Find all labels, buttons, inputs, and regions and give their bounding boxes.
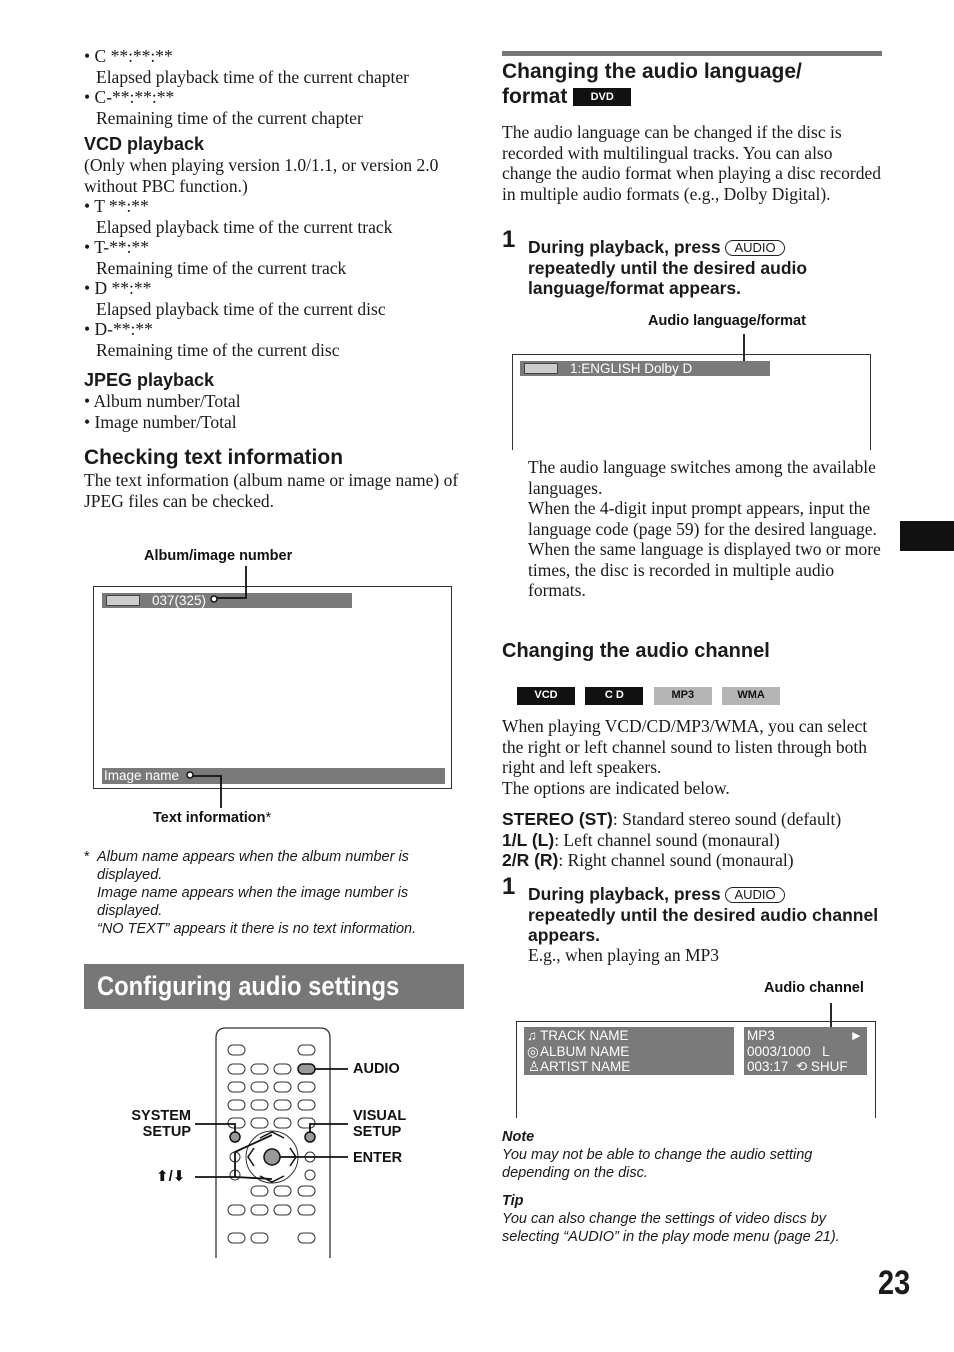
shuffle-icon: ⟲: [795, 1059, 808, 1074]
track-info-panel: [524, 1027, 734, 1075]
list-item: • T-**:**: [84, 237, 149, 257]
list-item-desc: Remaining time of the current track: [96, 257, 347, 278]
channel-value: L: [822, 1043, 830, 1059]
footnote: * Album name appears when the album number is displayed. Image name appears when the image number is displayed. “NO TEXT” appears it there is no text information.: [84, 849, 417, 937]
audio-language-format-label: Audio language/format: [648, 313, 806, 329]
option-stereo: STEREO (ST): Standard stereo sound (default): [502, 809, 842, 829]
text-info-heading: Checking text information: [84, 446, 344, 469]
list-item: • D **:**: [84, 278, 152, 298]
vcd-note: (Only when playing version 1.0/1.1, or version 2.0 without PBC function.): [84, 155, 439, 196]
step-number: 1: [502, 873, 516, 900]
option-left: 1/L (L): Left channel sound (monaural): [502, 829, 780, 850]
audio-channel-body: When playing VCD/CD/MP3/WMA, you can select the right or left channel sound to listen through both right and left speakers. The options are indicated below.: [502, 716, 868, 798]
language-screen: [512, 354, 871, 450]
vcd-heading: VCD playback: [84, 134, 205, 154]
step-1-channel: During playback, press AUDIO repeatedly until the desired audio channel appears.: [528, 884, 879, 945]
remote-diagram: [120, 1020, 440, 1260]
visual-setup-label: VISUAL SETUP: [353, 1108, 407, 1140]
jpeg-heading: JPEG playback: [84, 370, 215, 390]
disc-icon: ◎: [527, 1043, 539, 1059]
list-item: • C **:**:**: [84, 46, 173, 66]
list-item-desc: Remaining time of the current chapter: [96, 107, 363, 128]
language-bar: [520, 361, 770, 376]
vcd-tag: VCD: [517, 687, 575, 705]
album-image-number-label: Album/image number: [144, 548, 293, 564]
list-item: • D-**:**: [84, 319, 153, 339]
section-banner-title: Configuring audio settings: [97, 971, 400, 1001]
audio-key-icon: AUDIO: [725, 240, 784, 256]
wma-tag: WMA: [722, 687, 780, 705]
section-banner: [84, 964, 464, 1009]
note: Note You may not be able to change the audio setting depending on the disc.: [502, 1129, 813, 1181]
list-item: • Image number/Total: [84, 411, 237, 432]
list-item-desc: Elapsed playback time of the current track: [96, 216, 393, 237]
enter-button-label: ENTER: [353, 1150, 403, 1166]
audio-language-heading: Changing the audio language/ format DVD: [502, 60, 802, 108]
step-1-language: During playback, press AUDIO repeatedly until the desired audio language/format appears.: [528, 237, 808, 298]
list-item-desc: Elapsed playback time of the current disc: [96, 298, 386, 319]
section-rule: [502, 51, 882, 56]
dvd-tag: DVD: [573, 88, 631, 106]
list-item-desc: Elapsed playback time of the current chapter: [96, 66, 409, 87]
image-name-bar: Image name: [102, 768, 445, 784]
audio-language-body: The audio language can be changed if the disc is recorded with multilingual tracks. You can also change the audio format when playing a disc recorded in multiple audio formats (e.g., Dolby Digital).: [502, 122, 882, 204]
audio-channel-label: Audio channel: [764, 980, 864, 996]
audio-icon: [524, 363, 558, 374]
language-explanation: The audio language switches among the available languages. When the 4-digit input prompt appears, input the language code (page 59) for the desired language. When the same language is displayed two or more times, the disc is recorded in multiple audio formats.: [528, 457, 881, 600]
language-value: 1:ENGLISH Dolby D: [570, 361, 693, 376]
tip: Tip You can also change the settings of video discs by selecting “AUDIO” in the play mode menu (page 21).: [502, 1193, 840, 1245]
music-note-icon: ♫: [527, 1028, 538, 1043]
play-icon: ►: [849, 1028, 863, 1043]
album-counter: 037(325): [152, 593, 207, 608]
channel-options: [502, 809, 892, 871]
text-info-body: The text information (album name or image name) of JPEG files can be checked.: [84, 470, 459, 511]
step-number: 1: [502, 226, 516, 253]
list-item-desc: Remaining time of the current disc: [96, 339, 340, 360]
text-information-label: Text information*: [153, 810, 272, 826]
mp3-screen: [516, 1021, 876, 1118]
up-down-arrows-label: ⬆/⬇: [156, 1168, 186, 1185]
format-tags: [517, 682, 780, 705]
audio-button-label: AUDIO: [353, 1061, 400, 1077]
list-item: • Album number/Total: [84, 391, 241, 411]
artist-row: ♙ARTIST NAME: [524, 1059, 734, 1075]
system-setup-label: SYSTEM SETUP: [131, 1108, 191, 1140]
mp3-tag: MP3: [654, 687, 712, 705]
option-right: 2/R (R): Right channel sound (monaural): [502, 850, 794, 870]
list-item: • C-**:**:**: [84, 87, 175, 107]
list-item: • T **:**: [84, 196, 149, 216]
album-row: ◎ALBUM NAME: [524, 1044, 734, 1060]
step-example: E.g., when playing an MP3: [528, 945, 720, 965]
track-row: ♫ TRACK NAME: [524, 1028, 734, 1044]
page-number: 23: [878, 1264, 911, 1302]
playback-status-panel: MP3 ► 0003/1000 L 003:17 ⟲ SHUF: [744, 1027, 867, 1075]
person-icon: ♙: [528, 1059, 541, 1074]
chapter-tab: [900, 521, 954, 551]
audio-channel-heading: Changing the audio channel: [502, 640, 770, 662]
cd-tag: C D: [585, 687, 643, 705]
audio-key-icon: AUDIO: [725, 887, 784, 903]
